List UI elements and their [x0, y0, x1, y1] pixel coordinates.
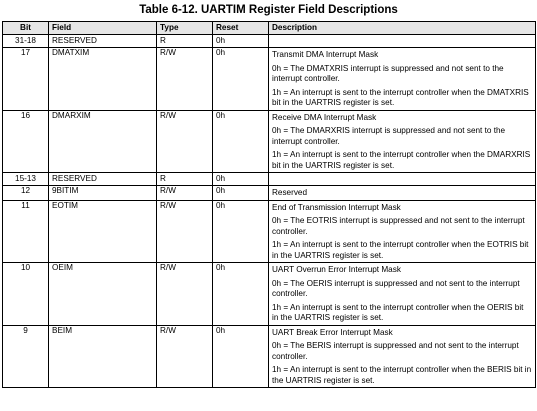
description-value: 0h = The DMATXRIS interrupt is suppressed and not sent to the interrupt controller.: [272, 63, 504, 83]
cell-bit: 11: [3, 200, 49, 263]
header-bit: Bit: [3, 22, 49, 35]
description-value: 1h = An interrupt is sent to the interrupt controller when the OERIS bit in the UARTRIS register is set.: [272, 302, 524, 322]
cell-bit: 31-18: [3, 35, 49, 48]
table-row: [3, 186, 536, 201]
cell-reset: 0h: [213, 186, 269, 201]
cell-type: R: [157, 173, 213, 186]
description-value: 0h = The BERIS interrupt is suppressed and not sent to the interrupt controller.: [272, 341, 519, 361]
description-summary: Receive DMA Interrupt Mask: [272, 112, 377, 122]
cell-description: [269, 325, 536, 388]
cell-type: R/W: [157, 325, 213, 388]
cell-reset: 0h: [213, 35, 269, 48]
description-summary: End of Transmission Interrupt Mask: [272, 202, 401, 212]
description-value: 1h = An interrupt is sent to the interrupt controller when the DMATXRIS bit in the UARTRIS register is set.: [272, 87, 529, 107]
table-title: Table 6-12. UARTIM Register Field Descriptions: [139, 4, 398, 16]
table-body: [3, 35, 536, 388]
cell-type: R/W: [157, 186, 213, 201]
register-field-table: [2, 21, 536, 388]
cell-bit: 17: [3, 48, 49, 111]
table-row: [3, 200, 536, 263]
description-summary: Transmit DMA Interrupt Mask: [272, 50, 379, 59]
cell-field: RESERVED: [49, 173, 157, 186]
cell-field: BEIM: [49, 325, 157, 388]
cell-reset: 0h: [213, 173, 269, 186]
header-field: Field: [49, 22, 157, 35]
header-reset: Reset: [213, 22, 269, 35]
cell-description: [269, 48, 536, 111]
description-value: 0h = The OERIS interrupt is suppressed and not sent to the interrupt controller.: [272, 278, 520, 298]
cell-description: [269, 186, 536, 201]
cell-description: [269, 263, 536, 326]
description-summary: UART Break Error Interrupt Mask: [272, 327, 393, 337]
cell-bit: 9: [3, 325, 49, 388]
cell-reset: 0h: [213, 200, 269, 263]
description-value: 1h = An interrupt is sent to the interrupt controller when the BERIS bit in the UARTRIS register is set.: [272, 365, 532, 385]
header-description: Description: [269, 22, 536, 35]
cell-description: [269, 173, 536, 186]
cell-field: 9BITIM: [49, 186, 157, 201]
description-summary: UART Overrun Error Interrupt Mask: [272, 265, 401, 274]
description-summary: Reserved: [272, 188, 308, 197]
cell-bit: 15-13: [3, 173, 49, 186]
cell-type: R: [157, 35, 213, 48]
cell-description: [269, 200, 536, 263]
description-value: 1h = An interrupt is sent to the interrupt controller when the EOTRIS bit in the UARTRIS register is set.: [272, 240, 529, 260]
table-row: [3, 48, 536, 111]
cell-reset: 0h: [213, 110, 269, 173]
table-row: [3, 35, 536, 48]
description-value: 0h = The EOTRIS interrupt is suppressed and not sent to the interrupt controller.: [272, 216, 525, 236]
cell-type: R/W: [157, 48, 213, 111]
cell-field: RESERVED: [49, 35, 157, 48]
cell-bit: 16: [3, 110, 49, 173]
cell-bit: 10: [3, 263, 49, 326]
table-row: [3, 263, 536, 326]
cell-type: R/W: [157, 110, 213, 173]
cell-type: R/W: [157, 263, 213, 326]
cell-description: [269, 35, 536, 48]
description-value: 1h = An interrupt is sent to the interrupt controller when the DMARXRIS bit in the UARTRIS register is set.: [272, 150, 531, 170]
cell-field: OEIM: [49, 263, 157, 326]
cell-field: DMARXIM: [49, 110, 157, 173]
cell-field: EOTIM: [49, 200, 157, 263]
cell-reset: 0h: [213, 48, 269, 111]
cell-reset: 0h: [213, 325, 269, 388]
table-row: [3, 173, 536, 186]
table-row: [3, 325, 536, 388]
description-value: 0h = The DMARXRIS interrupt is suppressed and not sent to the interrupt controller.: [272, 126, 506, 146]
cell-description: [269, 110, 536, 173]
cell-field: DMATXIM: [49, 48, 157, 111]
cell-reset: 0h: [213, 263, 269, 326]
cell-bit: 12: [3, 186, 49, 201]
cell-type: R/W: [157, 200, 213, 263]
table-header-row: [3, 22, 536, 35]
header-type: Type: [157, 22, 213, 35]
table-row: [3, 110, 536, 173]
